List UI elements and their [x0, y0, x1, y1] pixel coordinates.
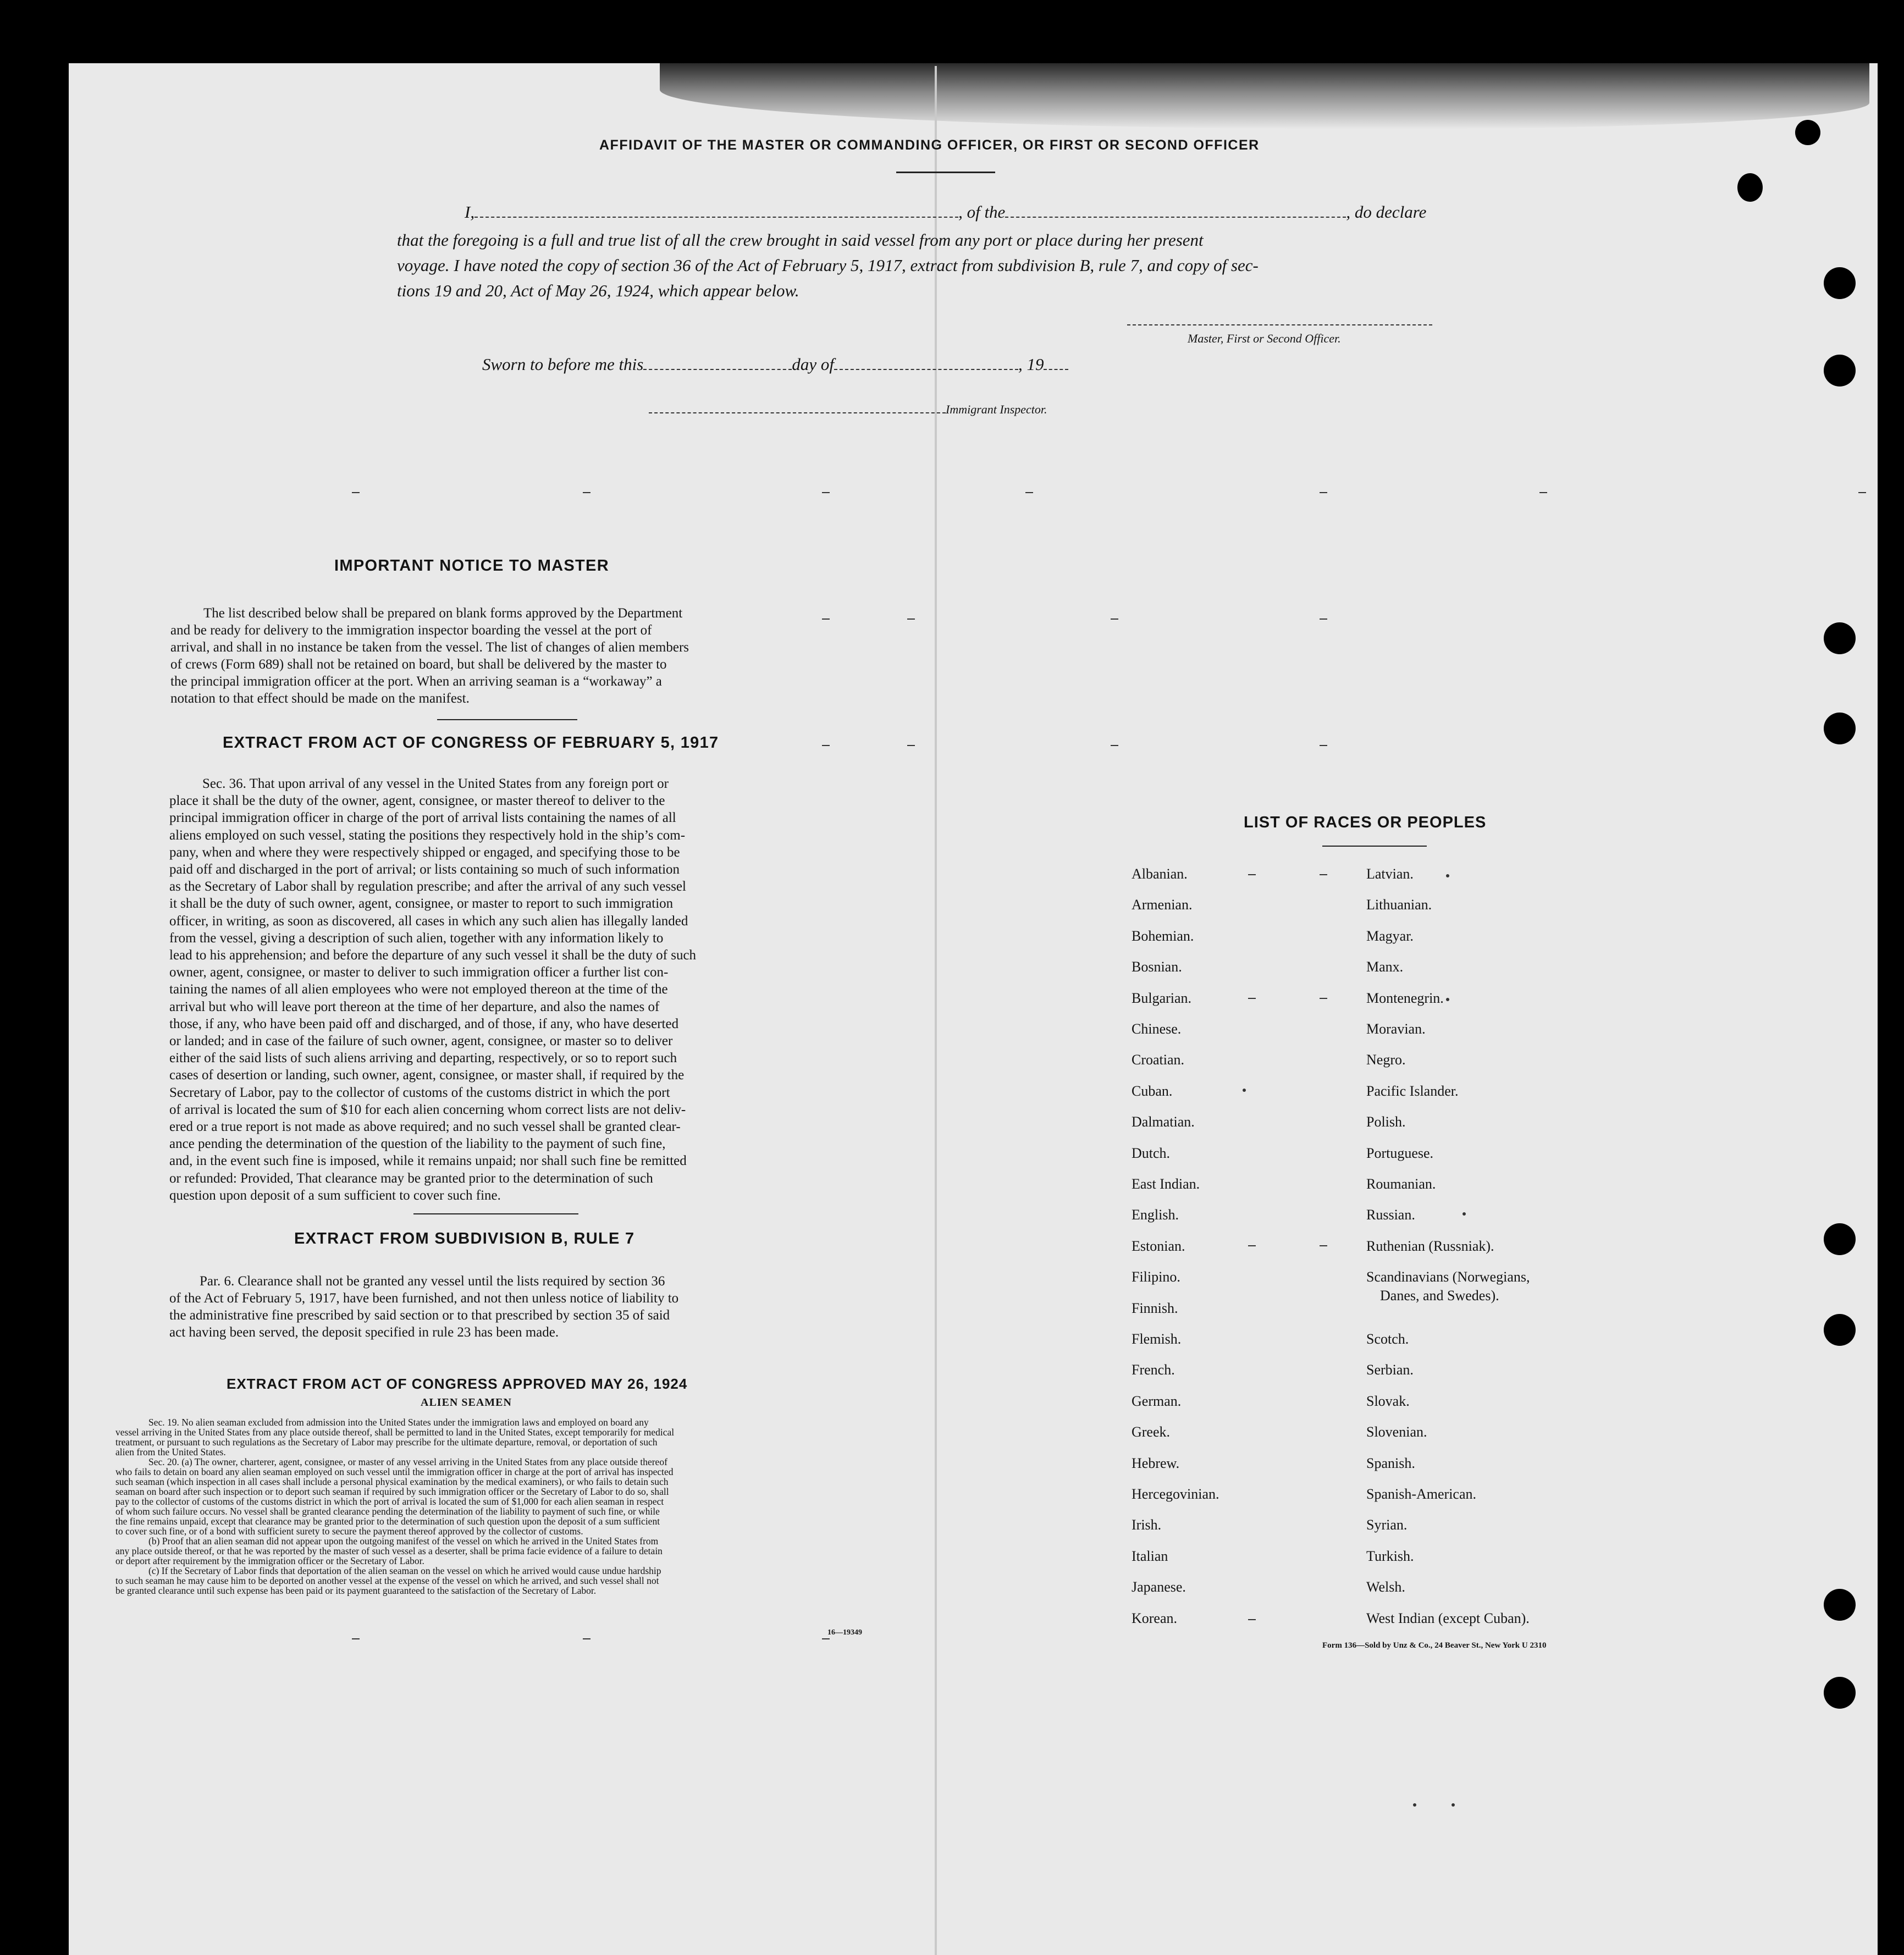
race-item: Finnish.: [1132, 1300, 1178, 1316]
ruling-mark: [907, 745, 915, 746]
race-item: Greek.: [1132, 1424, 1171, 1440]
sworn-label: Sworn to before me this: [482, 355, 644, 374]
extract-1917-body: [169, 775, 792, 1204]
extract-line: either of the said lists of such aliens arriving and departing, respectively, or so to report such: [169, 1051, 677, 1066]
ruling-mark: [1446, 874, 1449, 877]
ruling-mark: [1248, 874, 1256, 875]
punch-hole: [1824, 713, 1856, 744]
extract-line: from the vessel, giving a description of such alien, together with any information likely to: [169, 930, 664, 946]
race-item: Albanian.: [1132, 866, 1188, 882]
extract-line: ance pending the determination of the question of the liability to the payment of such fine,: [169, 1136, 666, 1152]
extract-line: taining the names of all alien employees who were not employed thereon at the time of the: [169, 982, 668, 997]
notice-body: [170, 605, 792, 707]
notice-line: arrival, and shall in no instance be taken from the vessel. The list of changes of alien members: [170, 640, 689, 655]
race-item: Spanish-American.: [1366, 1486, 1477, 1502]
extract-line: or refunded: Provided, That clearance may be granted prior to the determination of such: [169, 1170, 653, 1186]
extract-line: principal immigration officer in charge of the port of arrival lists containing the names of all: [169, 810, 676, 826]
race-item: Latvian.: [1366, 866, 1414, 882]
extract-line: ered or a true report is not made as above required; and no such vessel shall be granted clear-: [169, 1119, 681, 1135]
race-item: Filipino.: [1132, 1269, 1180, 1285]
extract-line: it shall be the duty of such owner, agent, consignee, or master to report to such immigration: [169, 896, 674, 912]
race-item: West Indian (except Cuban).: [1366, 1610, 1530, 1626]
extract-line: aliens employed on such vessel, stating the positions they respectively hold in the ship’s com-: [169, 827, 686, 843]
extract-line: those, if any, who have been paid off and discharged, and of those, if any, who have deserted: [169, 1016, 679, 1031]
extract-1924-line: (b) Proof that an alien seaman did not appear upon the outgoing manifest of the vessel on which he arrived in the United States from: [148, 1536, 659, 1547]
ruling-mark: [907, 618, 915, 620]
extract-line: lead to his apprehension; and before the departure of any such vessel it shall be the duty of such: [169, 948, 697, 963]
race-item: Magyar.: [1366, 928, 1414, 944]
ruling-mark: [352, 492, 360, 493]
affidavit-declaration-line: [465, 202, 1465, 222]
extract-1924-line: any place outside thereof, or that he was reported by the master of such vessel as a deserter, shall be prima facie evidence of a failure to detain: [115, 1545, 663, 1556]
extract-line: Sec. 36. That upon arrival of any vessel in the United States from any foreign port or: [202, 776, 669, 791]
ruling-mark: [822, 618, 830, 620]
race-item: Negro.: [1366, 1052, 1406, 1068]
statement-line: that the foregoing is a full and true list of all the crew brought in said vessel from any port or place during her present: [397, 230, 1204, 250]
ruling-mark: [583, 492, 590, 493]
extract-line: owner, agent, consignee, or master to deliver to such immigration officer a further list con-: [169, 965, 669, 980]
race-item: Syrian.: [1366, 1517, 1408, 1533]
race-item: German.: [1132, 1393, 1182, 1409]
ruling-mark: [1025, 492, 1033, 493]
ruling-mark: [1463, 1212, 1466, 1216]
ruling-mark: [1248, 1619, 1256, 1620]
race-item: Scotch.: [1366, 1331, 1409, 1347]
ruling-mark: [1452, 1803, 1455, 1807]
divider: [1322, 846, 1427, 847]
do-declare-label: , do declare: [1346, 202, 1427, 222]
race-item: Cuban.: [1132, 1083, 1173, 1099]
extract-1924-line: alien from the United States.: [115, 1446, 226, 1457]
race-item: Italian: [1132, 1548, 1168, 1564]
punch-hole: [1824, 1677, 1856, 1709]
extract-line: as the Secretary of Labor shall by regulation prescribe; and after the arrival of any such vessel: [169, 879, 686, 894]
race-item: Serbian.: [1366, 1362, 1414, 1378]
punch-hole: [1824, 622, 1856, 654]
of-the-label: , of the: [958, 202, 1006, 222]
ruling-mark: [1111, 618, 1118, 620]
day-blank[interactable]: [643, 369, 792, 370]
race-item: Lithuanian.: [1366, 897, 1432, 913]
notice-line: notation to that effect should be made on the manifest.: [170, 691, 470, 706]
ruling-mark: [1320, 1245, 1327, 1246]
statement-line: voyage. I have noted the copy of section 36 of the Act of February 5, 1917, extract from subdivision B, rule 7, and copy of sec-: [397, 256, 1259, 275]
race-item: Turkish.: [1366, 1548, 1414, 1564]
form-footer: Form 136—Sold by Unz & Co., 24 Beaver St., New York U 2310: [1322, 1641, 1547, 1650]
ruling-mark: [1539, 492, 1547, 493]
form-code: 16—19349: [827, 1628, 862, 1637]
extract-line: and, in the event such fine is imposed, while it remains unpaid; nor shall such fine be remitted: [169, 1153, 687, 1169]
divider: [413, 1213, 578, 1214]
extract-line: or landed; and in case of the failure of such owner, agent, consignee, or master so to deliver: [169, 1034, 673, 1049]
race-item: Japanese.: [1132, 1579, 1186, 1595]
master-label: Master, First or Second Officer.: [1188, 332, 1341, 345]
extract-1924-line: Sec. 20. (a) The owner, charterer, agent, consignee, or master of any vessel arriving in the United States from any place outside thereof: [148, 1456, 667, 1467]
race-item: Slovak.: [1366, 1393, 1410, 1409]
race-item: Slovenian.: [1366, 1424, 1427, 1440]
ruling-mark: [822, 1638, 830, 1639]
rule-7-heading: EXTRACT FROM SUBDIVISION B, RULE 7: [294, 1230, 635, 1247]
extract-1924-line: who fails to detain on board any alien seaman employed on such vessel until the immigration officer in charge at the port of arrival has inspected: [115, 1466, 674, 1477]
race-item: Korean.: [1132, 1610, 1178, 1626]
year-label: , 19: [1018, 355, 1044, 374]
race-item: Irish.: [1132, 1517, 1162, 1533]
inspector-label: Immigrant Inspector.: [946, 402, 1047, 416]
race-item: English.: [1132, 1207, 1179, 1223]
extract-1924-line: pay to the collector of customs of the customs district in which the port of arrival is located the sum of $1,000 for each alien seaman in respect: [115, 1496, 664, 1507]
inspector-signature-blank[interactable]: [649, 412, 946, 413]
alien-seamen-subheading: ALIEN SEAMEN: [421, 1396, 512, 1409]
race-item: Pacific Islander.: [1366, 1083, 1459, 1099]
divider: [896, 172, 995, 173]
extract-line: cases of desertion or landing, such owner, agent, consignee, or master shall, if required by the: [169, 1068, 685, 1083]
race-item: Dalmatian.: [1132, 1114, 1195, 1130]
extract-1924-heading: EXTRACT FROM ACT OF CONGRESS APPROVED MAY 26, 1924: [227, 1376, 688, 1392]
races-heading: LIST OF RACES OR PEOPLES: [1244, 814, 1487, 831]
extract-line: of arrival is located the sum of $10 for each alien concerning whom correct lists are not deliv-: [169, 1102, 686, 1117]
race-item: French.: [1132, 1362, 1175, 1378]
race-item: Roumanian.: [1366, 1176, 1436, 1192]
vessel-blank[interactable]: [1005, 217, 1346, 218]
punch-hole: [1824, 267, 1856, 299]
race-item: Chinese.: [1132, 1021, 1182, 1037]
extract-1924-line: seaman on board after such inspection or to deport such seaman if required by such immigration officer or the Secretary of Labor to do so, shall: [115, 1486, 669, 1497]
notice-line: and be ready for delivery to the immigration inspector boarding the vessel at the port of: [170, 623, 652, 638]
notice-line: the principal immigration officer at the port. When an arriving seaman is a “workaway” a: [170, 674, 662, 689]
month-blank[interactable]: [834, 369, 1018, 370]
race-item: Portuguese.: [1366, 1145, 1434, 1161]
punch-hole: [1795, 120, 1820, 145]
race-item: Bulgarian.: [1132, 990, 1192, 1006]
extract-line: arrival but who will leave port thereon at the time of her departure, and also the names of: [169, 999, 660, 1014]
extract-1924-line: or deport after requirement by the immigration officer or the Secretary of Labor.: [115, 1555, 424, 1566]
extract-1924-line: treatment, or pursuant to such regulations as the Secretary of Labor may prescribe for the ultimate departure, removal, or deportation of such: [115, 1437, 658, 1448]
race-item: Danes, and Swedes).: [1380, 1288, 1499, 1304]
race-item: Hebrew.: [1132, 1455, 1180, 1471]
rule-line: the administrative fine prescribed by said section or to that prescribed by section 35 of said: [169, 1308, 670, 1323]
extract-1924-line: to cover such fine, or of a bond with sufficient surety to secure the payment thereof approved by the collector of customs.: [115, 1526, 583, 1537]
extract-1924-line: of whom such failure occurs. No vessel shall be granted clearance pending the determination of the liability to payment of such fine, or while: [115, 1506, 660, 1517]
ruling-mark: [1320, 618, 1327, 620]
rule-line: act having been served, the deposit specified in rule 23 has been made.: [169, 1325, 559, 1340]
extract-1924-line: such seaman (which inspection in all cases shall include a personal physical examination by the medical examiners), or who fails to detain such: [115, 1476, 669, 1487]
ruling-mark: [1320, 998, 1327, 999]
race-item: Estonian.: [1132, 1238, 1185, 1254]
notice-line: of crews (Form 689) shall not be retained on board, but shall be delivered by the master to: [170, 657, 667, 672]
extract-1924-body: [115, 1417, 874, 1595]
extract-1924-line: vessel arriving in the United States from any place outside thereof, shall be permitted to land in the United States, except temporarily for medical: [115, 1427, 675, 1438]
rule-line: Par. 6. Clearance shall not be granted any vessel until the lists required by section 36: [200, 1274, 665, 1289]
extract-1917-heading: EXTRACT FROM ACT OF CONGRESS OF FEBRUARY 5, 1917: [223, 734, 719, 752]
ruling-mark: [352, 1638, 360, 1639]
ruling-mark: [1243, 1089, 1246, 1092]
race-item: Flemish.: [1132, 1331, 1182, 1347]
extract-line: Secretary of Labor, pay to the collector of customs of the customs district in which the port: [169, 1085, 670, 1100]
extract-line: paid off and discharged in the port of arrival; or lists containing so much of such information: [169, 862, 680, 877]
extract-line: question upon deposit of a sum sufficient to cover such fine.: [169, 1188, 501, 1203]
affidavit-statement: [397, 228, 1466, 303]
extract-1924-line: (c) If the Secretary of Labor finds that deportation of the alien seaman on the vessel on which he arrived would cause undue hardship: [148, 1565, 661, 1576]
punch-hole: [1824, 1223, 1856, 1255]
rule-7-body: [169, 1273, 792, 1341]
extract-1924-line: the fine remains unpaid, except that clearance may be granted prior to the determination of such question upon the deposit of a sum sufficient: [115, 1516, 660, 1527]
ruling-mark: [822, 745, 830, 746]
race-item: Spanish.: [1366, 1455, 1415, 1471]
race-item: Scandinavians (Norwegians,: [1366, 1269, 1530, 1285]
ruling-mark: [1320, 745, 1327, 746]
sworn-line: [482, 355, 1068, 374]
inspector-line: [649, 402, 1047, 417]
rule-line: of the Act of February 5, 1917, have been furnished, and not then unless notice of liability to: [169, 1291, 679, 1306]
punch-hole: [1824, 1589, 1856, 1621]
i-label: I,: [465, 202, 475, 222]
race-item: Moravian.: [1366, 1021, 1426, 1037]
ruling-mark: [1248, 1245, 1256, 1246]
race-item: Bohemian.: [1132, 928, 1194, 944]
statement-line: tions 19 and 20, Act of May 26, 1924, which appear below.: [397, 281, 799, 300]
extract-1924-line: Sec. 19. No alien seaman excluded from admission into the United States under the immigration laws and employed on board any: [148, 1417, 649, 1428]
ruling-mark: [1413, 1803, 1416, 1807]
punch-hole: [1824, 355, 1856, 386]
ruling-mark: [1320, 874, 1327, 875]
punch-hole: [1824, 1314, 1856, 1346]
name-blank[interactable]: [474, 217, 958, 218]
extract-1924-line: to such seaman he may cause him to be deported on another vessel at the expense of the vessel on which he arrived, and such vessel shall not: [115, 1575, 659, 1586]
race-item: Hercegovinian.: [1132, 1486, 1219, 1502]
ruling-mark: [1320, 492, 1327, 493]
notice-heading: IMPORTANT NOTICE TO MASTER: [334, 557, 609, 575]
extract-line: pany, when and where they were respectively shipped or engaged, and specifying those to be: [169, 844, 680, 860]
divider: [437, 719, 577, 720]
notice-line: The list described below shall be prepared on blank forms approved by the Department: [203, 606, 683, 621]
ruling-mark: [1858, 492, 1866, 493]
race-item: Polish.: [1366, 1114, 1406, 1130]
race-item: Ruthenian (Russniak).: [1366, 1238, 1494, 1254]
race-item: East Indian.: [1132, 1176, 1200, 1192]
year-blank[interactable]: [1044, 369, 1068, 370]
ruling-mark: [583, 1638, 590, 1639]
race-item: Manx.: [1366, 959, 1404, 975]
affidavit-heading: AFFIDAVIT OF THE MASTER OR COMMANDING OFFICER, OR FIRST OR SECOND OFFICER: [599, 137, 1260, 153]
ruling-mark: [1248, 998, 1256, 999]
ruling-mark: [1111, 745, 1118, 746]
extract-line: place it shall be the duty of the owner, agent, consignee, or master thereof to deliver to the: [169, 793, 665, 809]
race-item: Russian.: [1366, 1207, 1415, 1223]
race-item: Dutch.: [1132, 1145, 1171, 1161]
ruling-mark: [1446, 998, 1449, 1001]
race-item: Bosnian.: [1132, 959, 1182, 975]
master-signature-blank[interactable]: [1127, 324, 1432, 325]
day-of-label: day of: [792, 355, 834, 374]
punch-hole: [1737, 173, 1763, 202]
ruling-mark: [822, 492, 830, 493]
race-item: Welsh.: [1366, 1579, 1405, 1595]
race-item: Montenegrin.: [1366, 990, 1444, 1006]
extract-line: officer, in writing, as soon as discovered, all cases in which any such alien has illegally landed: [169, 913, 688, 929]
race-item: Armenian.: [1132, 897, 1193, 913]
race-item: Croatian.: [1132, 1052, 1185, 1068]
extract-1924-line: be granted clearance until such expense has been paid or its payment guaranteed to the satisfaction of the Secretary of Labor.: [115, 1585, 597, 1596]
center-fold: [935, 66, 937, 1955]
